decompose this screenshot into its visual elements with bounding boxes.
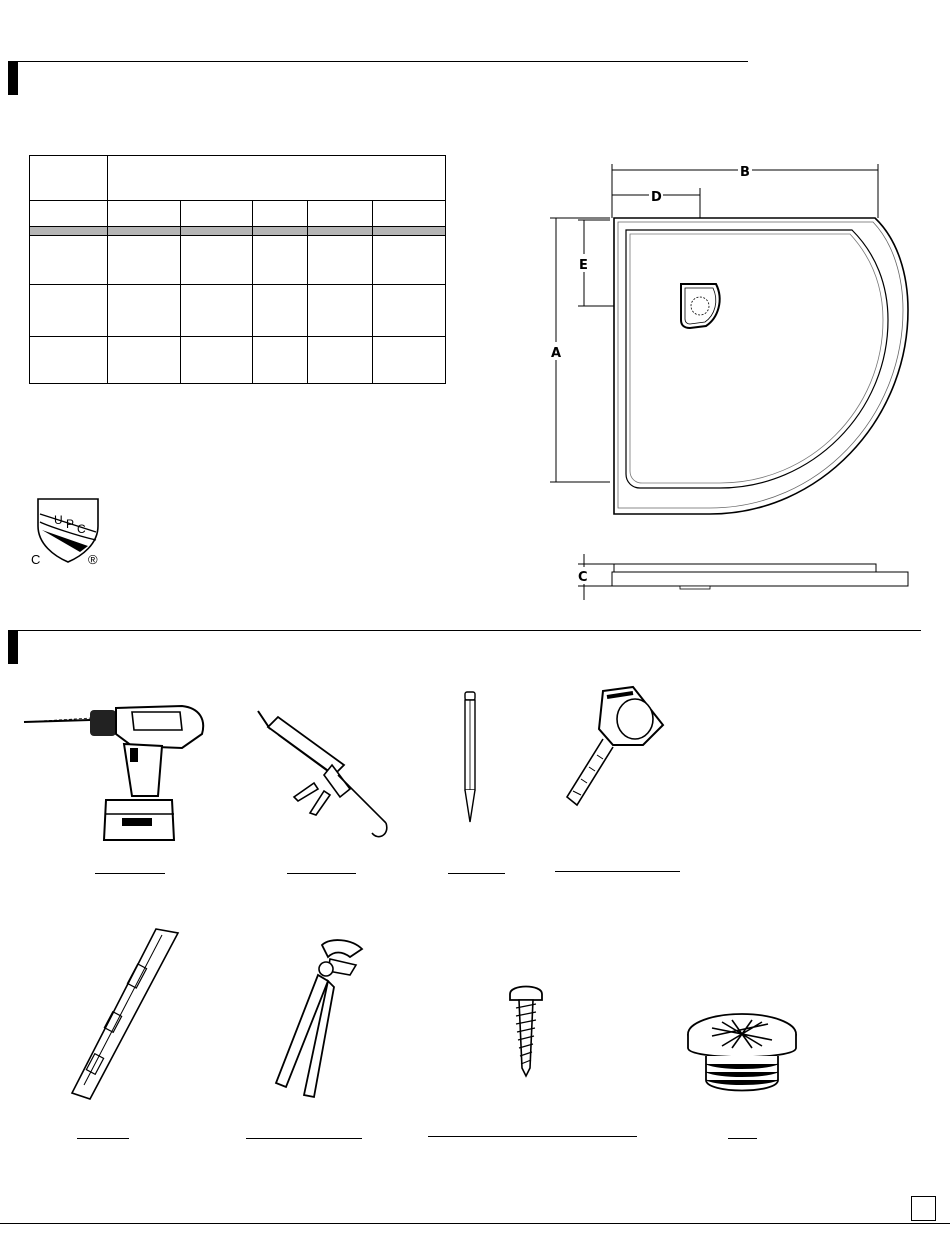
level-icon (68, 925, 188, 1105)
label-line-screws (428, 1136, 637, 1137)
upc-letter-u: U (54, 513, 63, 527)
dim-label-b: B (740, 165, 750, 180)
dim-label-a: A (551, 346, 562, 361)
section-marker-top (8, 61, 18, 95)
label-line-tape-measure (555, 871, 680, 872)
section-rule-top (8, 61, 748, 62)
label-line-pencil (448, 873, 505, 874)
table-header-dimensions (108, 156, 446, 201)
csa-c-mark: C (31, 552, 41, 567)
screw-icon (506, 980, 546, 1080)
label-line-drain (728, 1138, 757, 1139)
label-line-level (77, 1138, 129, 1139)
registered-mark: ® (88, 552, 98, 567)
drill-icon (22, 700, 212, 850)
table-row (30, 285, 446, 337)
shower-base-diagram (540, 150, 930, 610)
pencil-icon (460, 690, 480, 830)
page-number-box (911, 1196, 936, 1221)
table-header-model (30, 156, 108, 201)
section-rule-tools (8, 630, 921, 631)
upc-letter-p: P (66, 517, 75, 531)
dimensions-table (29, 155, 446, 384)
label-line-caulk-gun (287, 873, 356, 874)
table-subheader-row (30, 201, 446, 227)
label-line-wrench (246, 1138, 362, 1139)
table-row (30, 337, 446, 384)
caulk-gun-icon (254, 705, 394, 845)
dim-label-d: D (651, 190, 662, 205)
table-band (30, 227, 446, 236)
label-line-drill (95, 873, 165, 874)
dim-label-c: C (578, 570, 588, 585)
section-marker-tools (8, 630, 18, 664)
upc-certification-logo (26, 496, 106, 571)
tape-measure-icon (563, 685, 673, 815)
dim-label-e: E (579, 258, 588, 273)
footer-rule (0, 1223, 950, 1224)
drain-icon (682, 1010, 802, 1100)
upc-letter-c: C (77, 522, 86, 536)
wrench-icon (270, 935, 370, 1105)
table-row (30, 236, 446, 285)
